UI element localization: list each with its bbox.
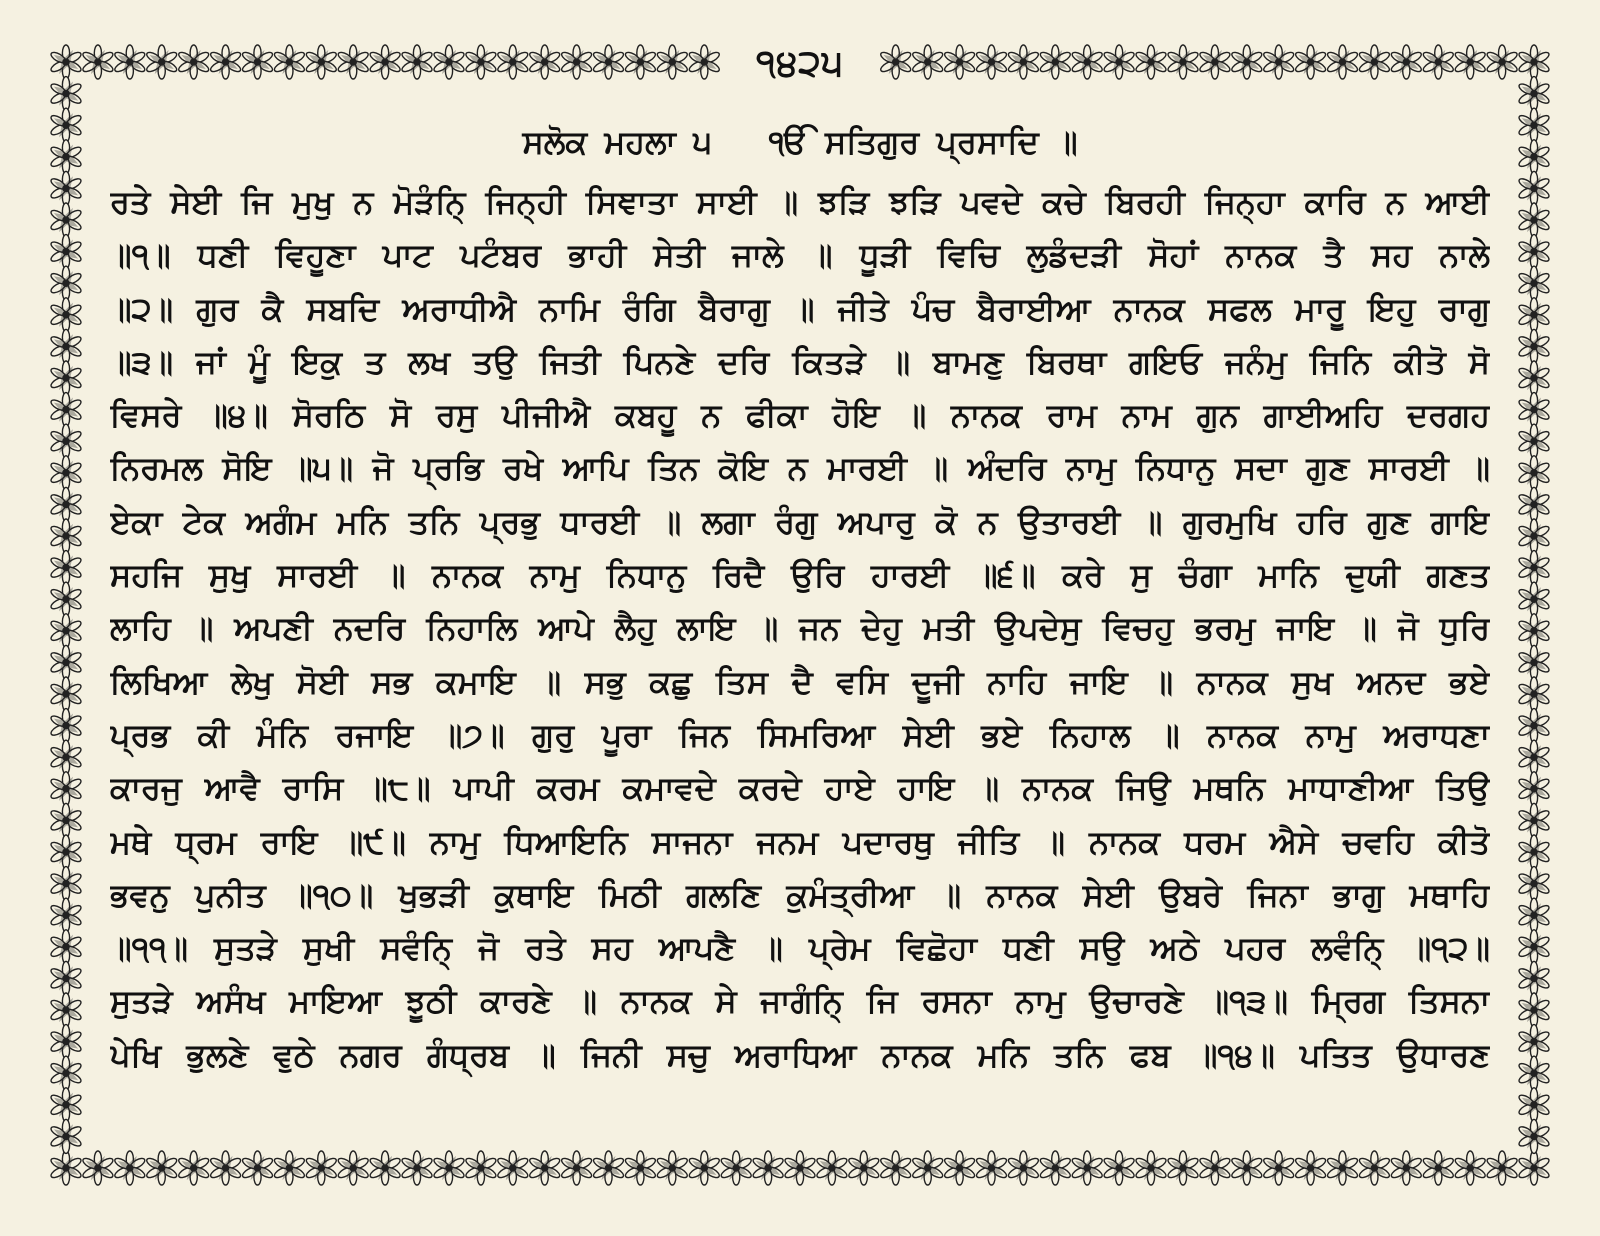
scripture-text (110, 176, 1490, 1082)
text-line: ਲਿਖਿਆ ਲੇਖੁ ਸੋਈ ਸਭ ਕਮਾਇ ॥ ਸਭੁ ਕਛੁ ਤਿਸ ਦੈ ਵਸਿ ਦੂਜੀ ਨਾਹਿ ਜਾਇ ॥ ਨਾਨਕ ਸੁਖ ਅਨਦ ਭਏ (110, 662, 1490, 701)
text-line: ਪ੍ਰਭ ਕੀ ਮੰਨਿ ਰਜਾਇ ॥੭॥ ਗੁਰੁ ਪੂਰਾ ਜਿਨ ਸਿਮਰਿਆ ਸੇਈ ਭਏ ਨਿਹਾਲ ॥ ਨਾਨਕ ਨਾਮੁ ਅਰਾਧਣਾ (110, 715, 1490, 754)
text-line: ॥੧੧॥ ਸੁਤੜੇ ਸੁਖੀ ਸਵੰਨਿ੍ ਜੋ ਰਤੇ ਸਹ ਆਪਣੈ ॥ ਪ੍ਰੇਮ ਵਿਛੋਹਾ ਧਣੀ ਸਉ ਅਠੇ ਪਹਰ ਲਵੰਨਿ੍ ॥੧੨॥ (110, 929, 1490, 968)
text-line: ॥੨॥ ਗੁਰ ਕੈ ਸਬਦਿ ਅਰਾਧੀਐ ਨਾਮਿ ਰੰਗਿ ਬੈਰਾਗੁ ॥ ਜੀਤੇ ਪੰਚ ਬੈਰਾਈਆ ਨਾਨਕ ਸਫਲ ਮਾਰੂ ਇਹੁ ਰਾਗੁ (110, 289, 1490, 328)
text-line: ਮਥੇ ਧ੍ਰਮ ਰਾਇ ॥੯॥ ਨਾਮੁ ਧਿਆਇਨਿ ਸਾਜਨਾ ਜਨਮ ਪਦਾਰਥੁ ਜੀਤਿ ॥ ਨਾਨਕ ਧਰਮ ਐਸੇ ਚਵਹਿ ਕੀਤੋ (110, 822, 1490, 861)
text-line: ਰਤੇ ਸੇਈ ਜਿ ਮੁਖੁ ਨ ਮੋੜੰਨਿ੍ ਜਿਨ੍ਹੀ ਸਿਞਾਤਾ ਸਾਈ ॥ ਝੜਿ ਝੜਿ ਪਵਦੇ ਕਚੇ ਬਿਰਹੀ ਜਿਨ੍ਹਾ ਕਾਰਿ ਨ ਆਈ (110, 183, 1490, 221)
text-line: ਕਾਰਜੁ ਆਵੈ ਰਾਸਿ ॥੮॥ ਪਾਪੀ ਕਰਮ ਕਮਾਵਦੇ ਕਰਦੇ ਹਾਏ ਹਾਇ ॥ ਨਾਨਕ ਜਿਉ ਮਥਨਿ ਮਾਧਾਣੀਆ ਤਿਉ (110, 769, 1490, 808)
text-line: ਲਾਹਿ ॥ ਅਪਣੀ ਨਦਰਿ ਨਿਹਾਲਿ ਆਪੇ ਲੈਹੁ ਲਾਇ ॥ ਜਨ ਦੇਹੁ ਮਤੀ ਉਪਦੇਸੁ ਵਿਚਹੁ ਭਰਮੁ ਜਾਇ ॥ ਜੋ ਧੁਰਿ (110, 609, 1490, 648)
heading-slok: ਸਲੋਕ ਮਹਲਾ ੫ (522, 123, 712, 161)
text-line: ॥੧॥ ਧਣੀ ਵਿਹੂਣਾ ਪਾਟ ਪਟੰਬਰ ਭਾਹੀ ਸੇਤੀ ਜਾਲੇ ॥ ਧੂੜੀ ਵਿਚਿ ਲੁਡੰਦੜੀ ਸੋਹਾਂ ਨਾਨਕ ਤੈ ਸਹ ਨਾਲੇ (110, 236, 1490, 275)
text-line: ॥੩॥ ਜਾਂ ਮੂੰ ਇਕੁ ਤ ਲਖ ਤਉ ਜਿਤੀ ਪਿਨਣੇ ਦਰਿ ਕਿਤੜੇ ॥ ਬਾਮਣੁ ਬਿਰਥਾ ਗਇਓ ਜਨੰਮੁ ਜਿਨਿ ਕੀਤੋ ਸੋ (110, 342, 1490, 381)
page-number: ੧੪੨੫ (730, 40, 870, 88)
text-line: ਪੇਖਿ ਭੁਲਣੇ ਵੁਠੇ ਨਗਰ ਗੰਧ੍ਰਬ ॥ ਜਿਨੀ ਸਚੁ ਅਰਾਧਿਆ ਨਾਨਕ ਮਨਿ ਤਨਿ ਫਬ ॥੧੪॥ ਪਤਿਤ ਉਧਾਰਣ (110, 1035, 1490, 1074)
text-line: ਏਕਾ ਟੇਕ ਅਗੰਮ ਮਨਿ ਤਨਿ ਪ੍ਰਭੁ ਧਾਰਈ ॥ ਲਗਾ ਰੰਗੁ ਅਪਾਰੁ ਕੋ ਨ ਉਤਾਰਈ ॥ ਗੁਰਮੁਖਿ ਹਰਿ ਗੁਣ ਗਾਇ (110, 502, 1490, 541)
text-line: ਸਹਜਿ ਸੁਖੁ ਸਾਰਈ ॥ ਨਾਨਕ ਨਾਮੁ ਨਿਧਾਨੁ ਰਿਦੈ ਉਰਿ ਹਾਰਈ ॥੬॥ ਕਰੇ ਸੁ ਚੰਗਾ ਮਾਨਿ ਦੁਯੀ ਗਣਤ (110, 556, 1490, 595)
text-line: ਵਿਸਰੇ ॥੪॥ ਸੋਰਠਿ ਸੋ ਰਸੁ ਪੀਜੀਐ ਕਬਹੂ ਨ ਫੀਕਾ ਹੋਇ ॥ ਨਾਨਕ ਰਾਮ ਨਾਮ ਗੁਨ ਗਾਈਅਹਿ ਦਰਗਹ (110, 396, 1490, 435)
section-heading (0, 122, 1600, 162)
heading-invocation: ੴ ਸਤਿਗੁਰ ਪ੍ਰਸਾਦਿ ॥ (768, 123, 1078, 161)
text-line: ਸੁਤੜੇ ਅਸੰਖ ਮਾਇਆ ਝੂਠੀ ਕਾਰਣੇ ॥ ਨਾਨਕ ਸੇ ਜਾਗੰਨਿ੍ ਜਿ ਰਸਨਾ ਨਾਮੁ ਉਚਾਰਣੇ ॥੧੩॥ ਮ੍ਰਿਗ ਤਿਸਨਾ (110, 982, 1490, 1021)
text-line: ਨਿਰਮਲ ਸੋਇ ॥੫॥ ਜੋ ਪ੍ਰਭਿ ਰਖੇ ਆਪਿ ਤਿਨ ਕੋਇ ਨ ਮਾਰਈ ॥ ਅੰਦਰਿ ਨਾਮੁ ਨਿਧਾਨੁ ਸਦਾ ਗੁਣ ਸਾਰਈ ॥ (110, 449, 1490, 488)
text-line: ਭਵਨੁ ਪੁਨੀਤ ॥੧੦॥ ਖੁਭੜੀ ਕੁਥਾਇ ਮਿਠੀ ਗਲਣਿ ਕੁਮੰਤ੍ਰੀਆ ॥ ਨਾਨਕ ਸੇਈ ਉਬਰੇ ਜਿਨਾ ਭਾਗੁ ਮਥਾਹਿ (110, 875, 1490, 914)
